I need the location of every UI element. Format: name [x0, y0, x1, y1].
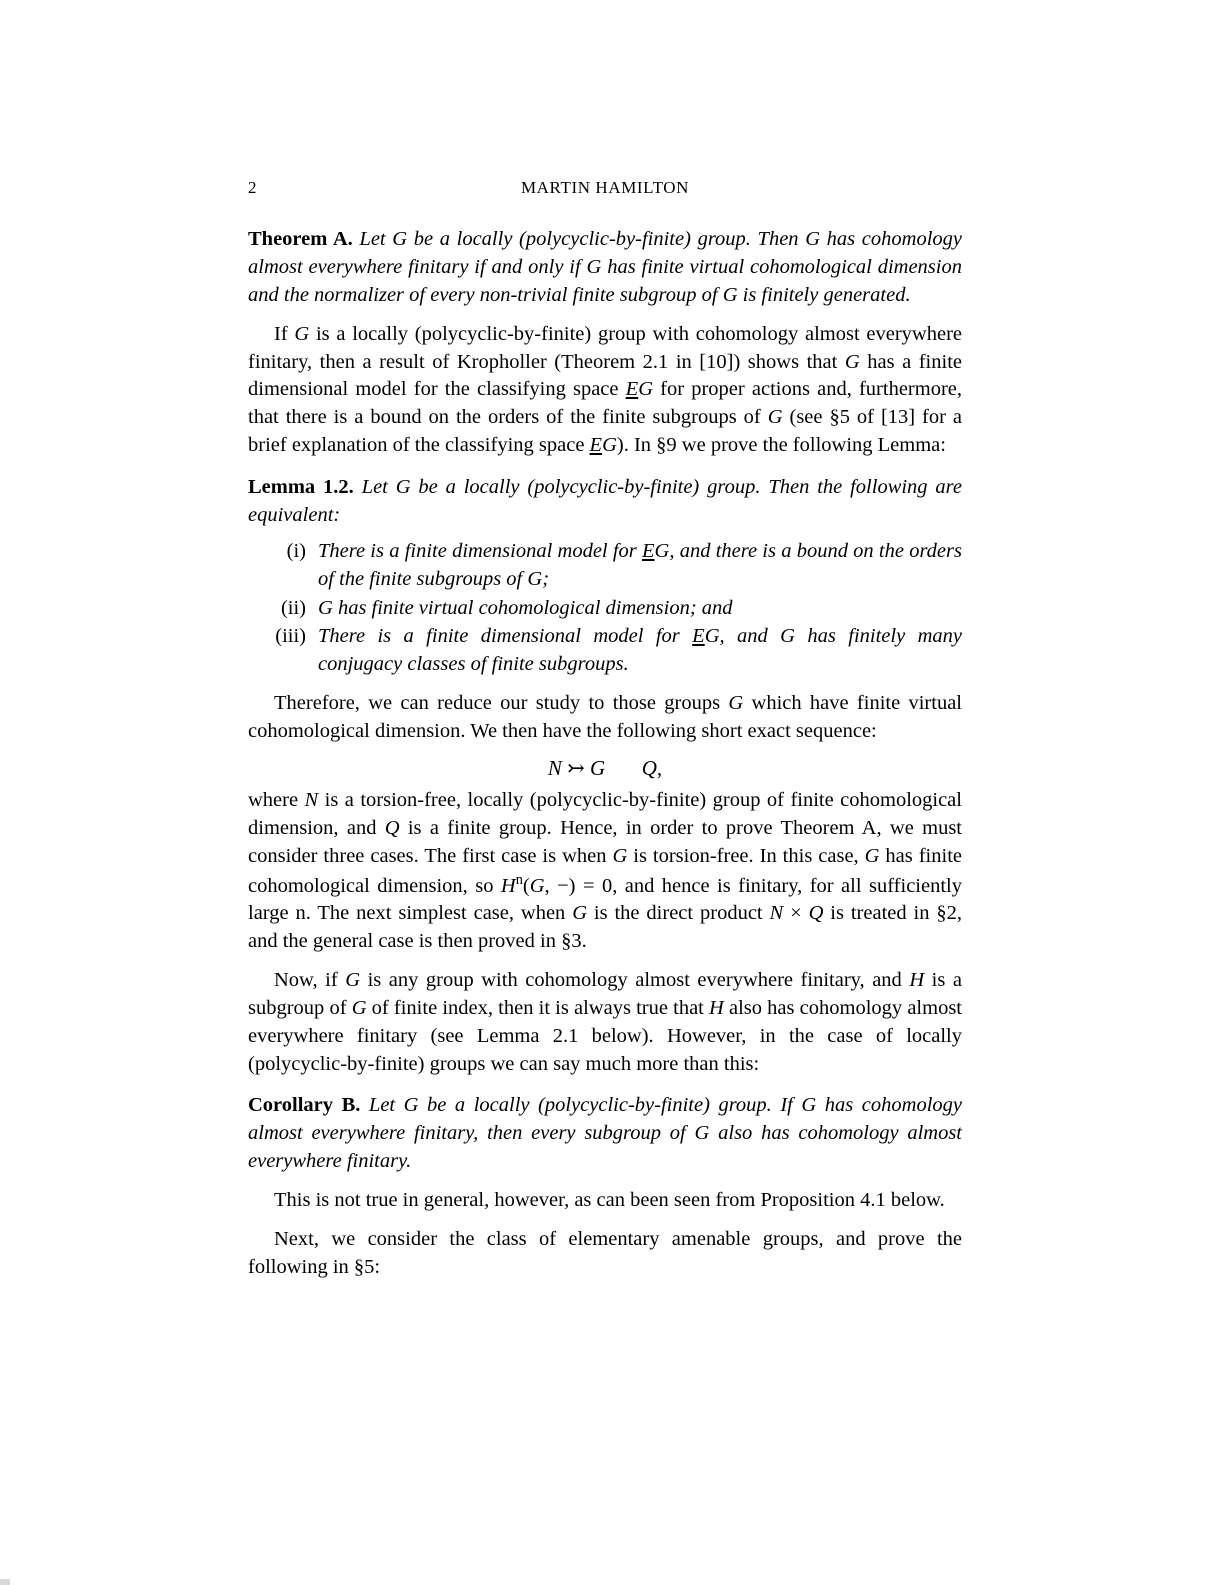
running-head-title: MARTIN HAMILTON — [520, 178, 690, 197]
running-head: 2 MARTIN HAMILTON — [248, 178, 962, 198]
theorem-a-text: Let G be a locally (polycyclic-by-finite) group. Then G has cohomology almost everywhere finitary if and only if G has finite virtual cohomological dimension and the normalizer of every non-trivial finite subgroup of G is finitely generated. — [248, 228, 962, 306]
equation-left-term: N — [547, 755, 562, 780]
scan-edge-mark — [0, 1579, 10, 1585]
lemma-1-2-text: Let G be a locally (polycyclic-by-finite) group. Then the following are equivalent: — [248, 476, 962, 526]
display-equation — [248, 756, 962, 781]
paragraph-4: Now, if G is any group with cohomology almost everywhere finitary, and H is a subgroup of G of finite index, then it is always true that H also has cohomology almost everywhere finitary (see Lemma 2.1 below). However, in the case of locally (polycyclic-by-finite) groups we can say much more than this: — [248, 968, 962, 1075]
list-item-text: G has finite virtual cohomological dimension; and — [318, 596, 733, 619]
paragraph-2: Therefore, we can reduce our study to those groups G which have finite virtual cohomological dimension. We then have the following short exact sequence: — [248, 692, 963, 742]
list-item-marker: (i) — [286, 539, 306, 562]
corollary-b-text: Let G be a locally (polycyclic-by-finite) group. If G has cohomology almost everywhere finitary, then every subgroup of G also has cohomology almost everywhere finitary. — [248, 1094, 962, 1173]
paragraph-3-part-a: where N is a torsion-free, locally (polycyclic-by-finite) group of finite cohomological dimension, and Q is a finite group. Hence, in order to prove Theorem A, we must consider three cases. The first case is when G is torsion-free. In this case, G has finite cohomological dimension, so H — [248, 788, 962, 897]
list-item-text: There is a finite dimensional model for EG, and G has finitely many conjugacy classes of finite subgroups. — [318, 625, 962, 676]
paragraph-3-part-b: (G, −) = 0, and hence is finitary, for all sufficiently large n. The next simplest case, when G is the direct product N × Q is treated in §2, and the general case is then proved in §3. — [248, 874, 962, 953]
equation-right-term: Q, — [641, 755, 663, 780]
paragraph-6: Next, we consider the class of elementary amenable groups, and prove the following in §5: — [248, 1227, 962, 1278]
theorem-a-label: Theorem A. — [248, 228, 353, 250]
list-item — [248, 595, 962, 623]
theorem-a — [248, 226, 962, 310]
page-content — [248, 178, 962, 1282]
paragraph-3-superscript: n — [515, 871, 523, 888]
list-item — [248, 538, 962, 594]
list-item-marker: (ii) — [280, 596, 306, 619]
equation-arrow: ↣ — [567, 755, 585, 780]
list-item — [248, 623, 962, 679]
paragraph-1: If G is a locally (polycyclic-by-finite) group with cohomology almost everywhere finitary, then a result of Kropholler (Theorem 2.1 in [10]) shows that G has a finite dimensional model for the classifying space EG for proper actions and, furthermore, that there is a bound on the orders of the finite subgroups of G (see §5 of [13] for a brief explanation of the classifying space EG). In §9 we prove the following Lemma: — [248, 322, 963, 457]
lemma-1-2-list — [248, 538, 962, 679]
list-item-marker: (iii) — [275, 625, 306, 648]
list-item-text: There is a finite dimensional model for EG, and there is a bound on the orders of the finite subgroups of G; — [318, 539, 962, 590]
lemma-1-2 — [248, 474, 962, 530]
paragraph-3 — [248, 787, 962, 956]
paragraph-5: This is not true in general, however, as can been seen from Proposition 4.1 below. — [274, 1189, 945, 1212]
corollary-b-label: Corollary B. — [248, 1094, 361, 1117]
lemma-1-2-label: Lemma 1.2. — [248, 476, 354, 498]
equation-middle-term: G — [590, 755, 606, 780]
corollary-b — [248, 1092, 962, 1176]
